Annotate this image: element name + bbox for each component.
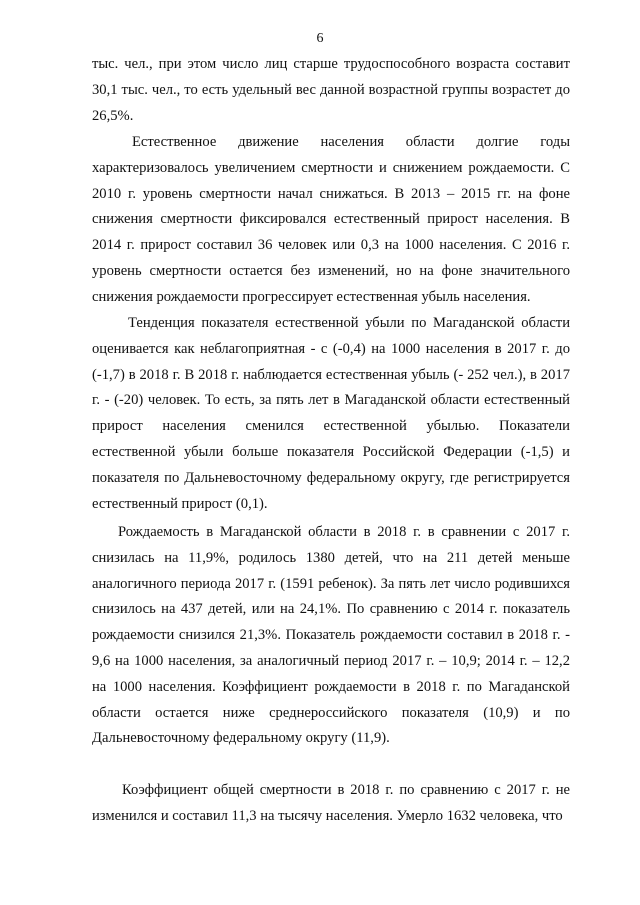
paragraph-natural-movement: Естественное движение населения области долгие годы характеризовалось увеличением смертности и снижением рождаемости. С 2010 г. уровень смертности начал снижаться. В 2013 – 2015 гг. на фоне снижения смертности фиксировался естественный прирост населения. В 2014 г. прирост составил 36 человек или 0,3 на 1000 населения. С 2016 г. уровень смертности остается без изменений, но на фоне значительного снижения рождаемости прогрессирует естественная убыль населения. <box>92 134 570 305</box>
paragraph-population-age-continuation: тыс. чел., при этом число лиц старше трудоспособного возраста составит 30,1 тыс. чел., то есть удельный вес данной возрастной группы возрастет до 26,5%. <box>92 56 570 124</box>
paragraph-mortality-rate: Коэффициент общей смертности в 2018 г. по сравнению с 2017 г. не изменился и составил 11,3 на тысячу населения. Умерло 1632 человека, что <box>92 782 570 824</box>
paragraph-birth-rate: Рождаемость в Магаданской области в 2018 г. в сравнении с 2017 г. снизилась на 11,9%, родилось 1380 детей, что на 211 детей меньше аналогичного периода 2017 г. (1591 ребенок). За пять лет число родившихся снизилось на 437 детей, или на 24,1%. По сравнению с 2014 г. показатель рождаемости снизился 21,3%. Показатель рождаемости составил в 2018 г. - 9,6 на 1000 населения, за аналогичный период 2017 г. – 10,9; 2014 г. – 12,2 на 1000 населения. Коэффициент рождаемости в 2018 г. по Магаданской области остается ниже среднероссийского показателя (10,9) и по Дальневосточному федеральному округу (11,9). <box>92 524 570 747</box>
paragraph-natural-decline-trend: Тенденция показателя естественной убыли по Магаданской области оценивается как неблагоприятная - с (-0,4) на 1000 населения в 2017 г. до (-1,7) в 2018 г. В 2018 г. наблюдается естественная убыль (- 252 чел.), в 2017 г. - (-20) человек. То есть, за пять лет в Магаданской области естественный прирост населения сменился естественной убылью. Показатели естественной убыли больше показателя Российской Федерации (-1,5) и показателя по Дальневосточному федеральному округу, где регистрируется естественный прирост (0,1). <box>92 315 570 512</box>
page-number: 6 <box>316 31 324 46</box>
